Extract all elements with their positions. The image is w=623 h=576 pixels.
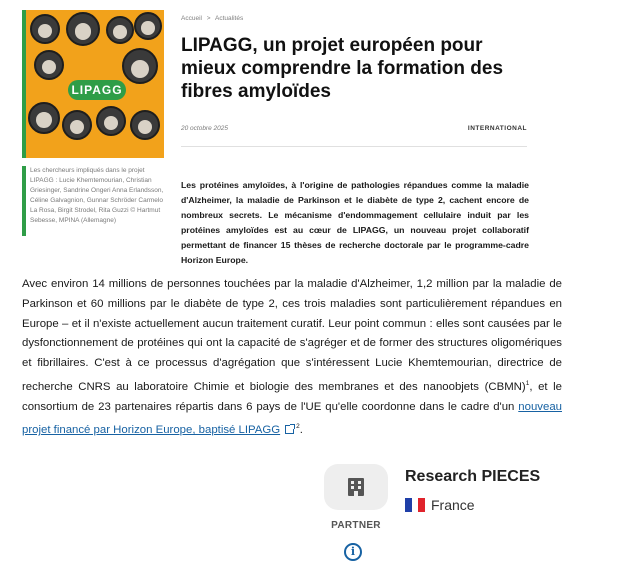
researcher-photo (28, 102, 60, 134)
partner-name[interactable]: Research PIECES (405, 468, 541, 485)
body-text-end: . (299, 424, 303, 437)
lipagg-logo-banner: LIPAGG (68, 80, 126, 100)
partner-icon-box (324, 464, 388, 510)
article-title: LIPAGG, un projet européen pour mieux comprendre la formation des fibres amyloïdes (181, 35, 504, 102)
researcher-photo (62, 110, 92, 140)
photo-caption: Les chercheurs impliqués dans le projet LIPAGG : Lucie Khemtemourian, Christian Griesinger, Sandrine Ongeri Anna Erlandsson, Céline Galvagnion, Gunnar Schröder Carmelo La Rosa, Birgit Strodel, Rita Guzzi © Hartmut Sebesse, MPINA (Allemagne) (22, 166, 164, 236)
researcher-photo (106, 16, 134, 44)
researcher-photo (134, 12, 162, 40)
breadcrumb-section[interactable]: Actualités (215, 15, 244, 22)
hero-figure (22, 10, 164, 236)
horizon-europe-project-link[interactable]: nouveau projet financé par Horizon Europe, baptisé LIPAGG (22, 400, 562, 437)
researcher-photo (122, 48, 158, 84)
breadcrumb-separator: > (206, 15, 211, 22)
article-lead: Les protéines amyloïdes, à l'origine de pathologies répandues comme la maladie d'Alzheimer, la maladie de Parkinson et le diabète de type 2, cachent encore de nombreux secrets. Le mécanisme d'endommagement cellulaire induit par les protéines amyloïdes est au cœur de LIPAGG, un nouveau projet collaboratif permettant de financer 15 thèses de recherche doctorale par le programme-cadre Horizon Europe. (181, 180, 529, 265)
researcher-photo (96, 106, 126, 136)
article-meta (181, 125, 527, 147)
france-flag-icon (405, 498, 425, 512)
breadcrumb-home[interactable]: Accueil (181, 15, 202, 22)
external-link-icon (285, 425, 294, 434)
article-date: 20 octobre 2025 (181, 125, 228, 132)
researcher-photo (30, 14, 60, 44)
researcher-photo (66, 12, 100, 46)
body-text-part1: Avec environ 14 millions de personnes touchées par la maladie d'Alzheimer, 1,2 million par la maladie de Parkinson et 60 millions par le diabète de type 2, ces trois maladies sont particulièrement répandues en Europe – et il n'existe actuellement aucun traitement curatif. Leur point commun : elles sont causées par le dysfonctionnement de protéines qui ont la capacité de s'agréger et de former des structures oligomériques et fibrillaires. C'est à ce processus d'agrégation que s'intéressent Lucie Khemtemourian, directrice de recherche CNRS au laboratoire Chimie et biologie des membranes et des nanoobjets (CBMN) (22, 278, 562, 393)
researchers-photo-collage (22, 10, 164, 158)
footnote-2[interactable]: 2 (296, 423, 300, 431)
researcher-photo (34, 50, 64, 80)
breadcrumb (181, 15, 246, 22)
footnote-1[interactable]: 1 (525, 379, 530, 387)
info-icon[interactable]: i (344, 543, 362, 561)
partner-country (405, 497, 475, 513)
building-icon (348, 478, 364, 496)
partner-country-name: France (431, 497, 475, 513)
article-category[interactable]: INTERNATIONAL (467, 125, 527, 132)
researcher-photo (130, 110, 160, 140)
body-text-part2: , et le consortium de 23 partenaires répartis dans 6 pays de l'UE qu'elle coordonne dans le cadre d'un (22, 380, 562, 413)
partner-label: PARTNER (331, 520, 381, 531)
article-body (22, 275, 562, 441)
